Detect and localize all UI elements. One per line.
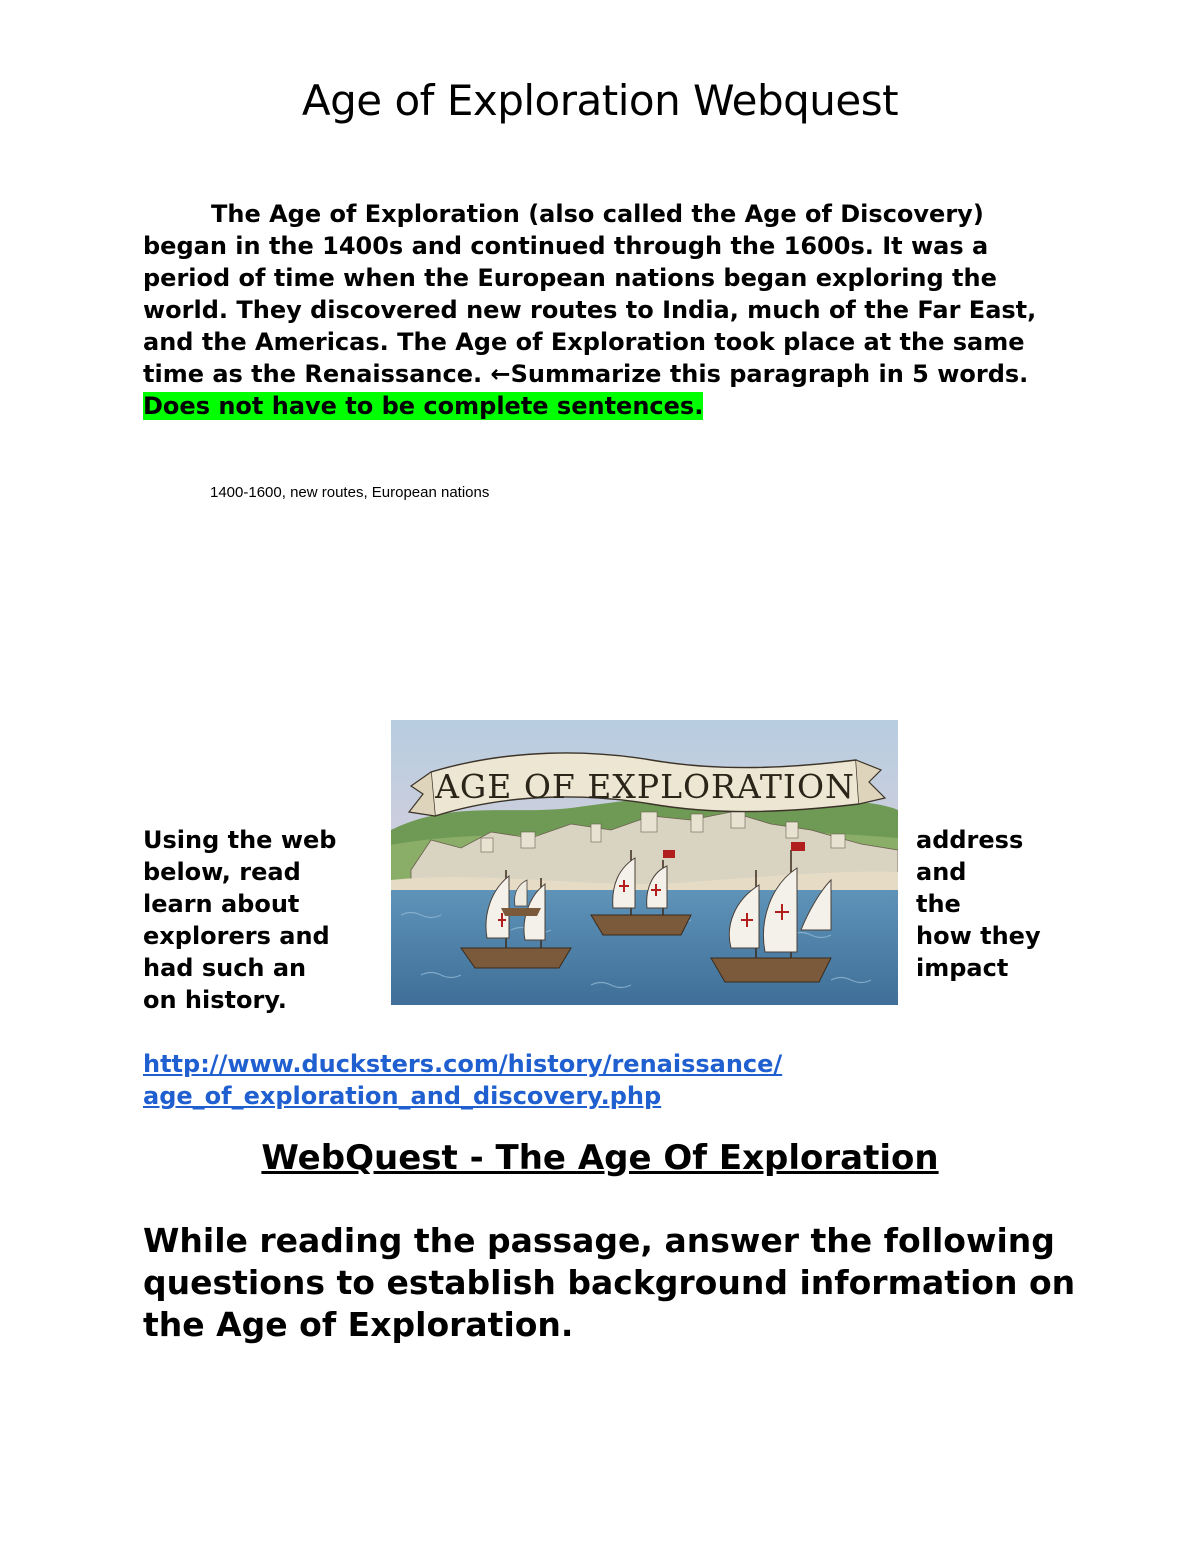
link-line-1: http://www.ducksters.com/history/renaissance/ <box>143 1050 783 1078</box>
right-text-column <box>916 824 1076 984</box>
right-line: impact <box>916 954 1009 982</box>
instructions-text: While reading the passage, answer the following questions to establish background information on the Age of Exploration. <box>143 1221 1076 1344</box>
intro-paragraph <box>143 198 1073 422</box>
right-line: address <box>916 826 1024 854</box>
intro-text: The Age of Exploration (also called the Age of Discovery) began in the 1400s and continued through the 1600s. It was a period of time when the European nations began exploring the world. They discovered new routes to India, much of the Far East, and the Americas. The Age of Exploration took place at the same time as the Renaissance. ←Summarize this paragraph in 5 words. <box>143 200 1037 388</box>
ducksters-link-block <box>143 1048 1043 1112</box>
left-line: below, read <box>143 858 301 886</box>
ships-harbor-illustration-icon <box>391 720 898 1005</box>
highlighted-note: Does not have to be complete sentences. <box>143 392 704 420</box>
left-line: learn about <box>143 890 300 918</box>
age-of-exploration-image <box>391 720 898 1005</box>
left-line: explorers and <box>143 922 330 950</box>
left-line: had such an <box>143 954 307 982</box>
webquest-subtitle: WebQuest - The Age Of Exploration <box>261 1138 939 1178</box>
right-line: how they <box>916 922 1041 950</box>
banner-text: AGE OF EXPLORATION <box>435 767 855 806</box>
right-line: and <box>916 858 967 886</box>
page-title: Age of Exploration Webquest <box>301 76 899 125</box>
left-line: on history. <box>143 986 287 1014</box>
left-line: Using the web <box>143 826 337 854</box>
ducksters-link[interactable] <box>143 1048 1043 1112</box>
left-text-column <box>143 824 383 1016</box>
summary-answer: 1400-1600, new routes, European nations <box>210 484 490 501</box>
link-line-2: age_of_exploration_and_discovery.php <box>143 1082 662 1110</box>
right-line: the <box>916 890 961 918</box>
